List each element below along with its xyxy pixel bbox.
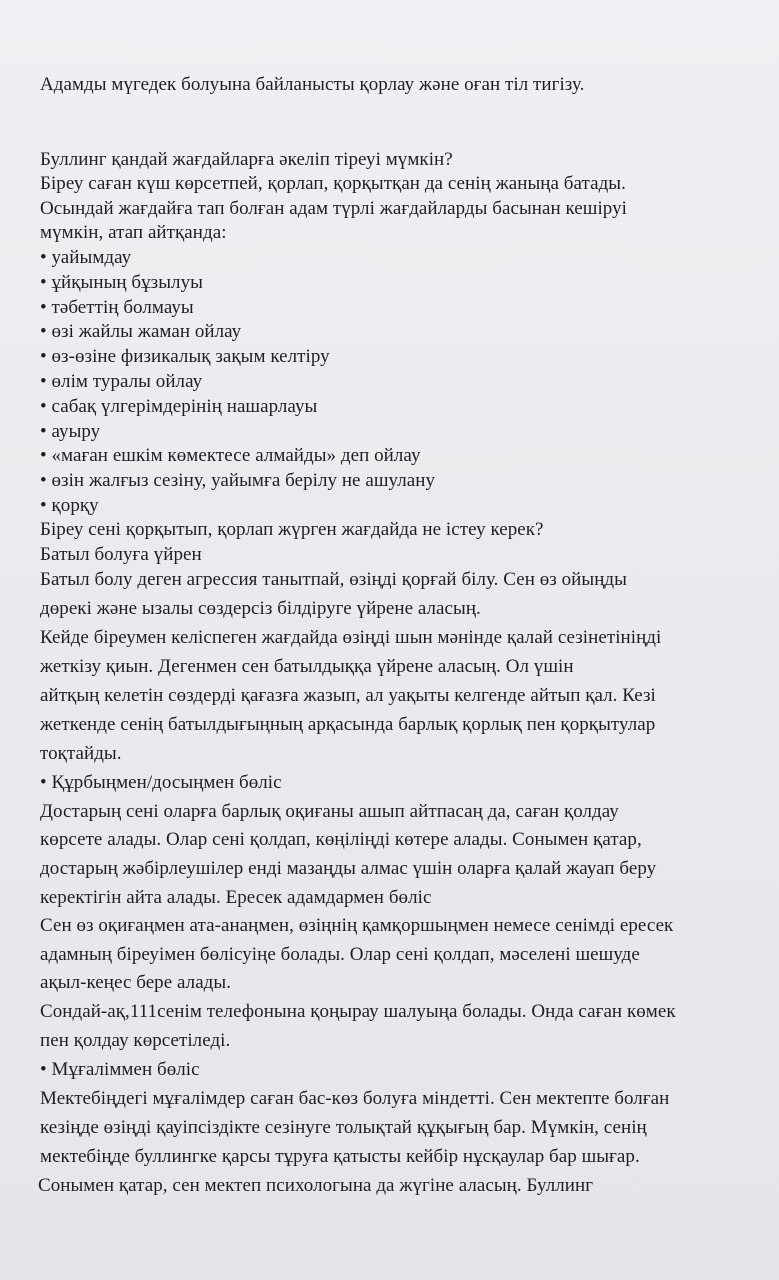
bullet-item: • ұйқының бұзылуы xyxy=(40,272,203,293)
text-line: кезіңде өзіңді қауіпсіздікте сезінуге толықтай құқығың бар. Мүмкін, сенің xyxy=(40,1117,647,1138)
text-line: адамның біреуімен бөлісуіңе болады. Олар сені қолдап, мәселені шешуде xyxy=(40,944,640,965)
text-line: Достарың сені оларға барлық оқиғаны ашып айтпасаң да, саған қолдау xyxy=(40,801,619,822)
text-line: Сонымен қатар, сен мектеп психологына да жүгіне аласың. Буллинг xyxy=(38,1175,594,1196)
text-line: көрсете алады. Олар сені қолдап, көңіліңді көтере алады. Сонымен қатар, xyxy=(40,829,642,850)
text-line: пен қолдау көрсетіледі. xyxy=(40,1030,231,1051)
bullet-item: • өлім туралы ойлау xyxy=(40,371,203,392)
text-line: ақыл-кеңес бере алады. xyxy=(40,972,232,993)
text-line: жеткізу қиын. Дегенмен сен батылдыққа үйрене аласың. Ол үшін xyxy=(40,656,574,677)
text-line: айтқың келетін сөздерді қағазға жазып, ал уақыты келгенде айтып қал. Кезі xyxy=(40,685,656,706)
bullet-item: • уайымдау xyxy=(40,247,132,268)
bullet-item: • тәбеттің болмауы xyxy=(40,297,194,318)
text-line: Осындай жағдайға тап болған адам түрлі жағдайларды басынан кешіруі xyxy=(40,198,627,219)
bullet-item: • «маған ешкім көмектесе алмайды» деп ойлау xyxy=(40,445,421,466)
text-line: Сондай-ақ,111сенім телефонына қоңырау шалуыңа болады. Онда саған көмек xyxy=(40,1001,676,1022)
bullet-item: • сабақ үлгерімдерінің нашарлауы xyxy=(40,396,318,417)
text-line: достарың жәбірлеушілер енді мазаңды алмас үшін оларға қалай жауап беру xyxy=(40,858,657,879)
section-heading: Батыл болуға үйрен xyxy=(40,544,202,565)
text-line: тоқтайды. xyxy=(40,743,122,764)
question-heading: Біреу сені қорқытып, қорлап жүрген жағдайда не істеу керек? xyxy=(40,519,544,540)
bullet-item: • өзі жайлы жаман ойлау xyxy=(40,321,242,342)
bullet-item: • қорқу xyxy=(40,495,99,516)
text-line: Сен өз оқиғаңмен ата-анаңмен, өзіңнің қамқоршыңмен немесе сенімді ересек xyxy=(40,915,674,936)
section-heading: • Мұғаліммен бөліс xyxy=(40,1059,200,1080)
section-heading: • Құрбыңмен/досыңмен бөліс xyxy=(40,772,282,793)
text-line: керектігін айта алады. Ересек адамдармен бөліс xyxy=(40,887,432,908)
text-line: дөрекі және ызалы сөздерсіз білдіруге үйрене аласың. xyxy=(40,598,481,619)
document-title: Адамды мүгедек болуына байланысты қорлау және оған тіл тигізу. xyxy=(40,74,585,95)
text-line: Мектебіңдегі мұғалімдер саған бас-көз болуға міндетті. Сен мектепте болған xyxy=(40,1088,670,1109)
bullet-item: • ауыру xyxy=(40,421,101,442)
text-line: жеткенде сенің батылдығыңның арқасында барлық қорлық пен қорқытулар xyxy=(40,714,656,735)
text-line: Біреу саған күш көрсетпей, қорлап, қорқытқан да сенің жаныңа батады. xyxy=(40,173,626,194)
text-line: Кейде біреумен келіспеген жағдайда өзіңді шын мәнінде қалай сезінетініңді xyxy=(40,627,662,648)
bullet-item: • өзін жалғыз сезіну, уайымға берілу не ашулану xyxy=(40,470,435,491)
text-line: Батыл болу деген агрессия танытпай, өзіңді қорғай білу. Сен өз ойыңды xyxy=(40,569,627,590)
bullet-item: • өз-өзіне физикалық зақым келтіру xyxy=(40,346,330,367)
text-line: мүмкін, атап айтқанда: xyxy=(40,222,227,243)
text-line: мектебіңде буллингке қарсы тұруға қатысты кейбір нұсқаулар бар шығар. xyxy=(40,1146,640,1167)
question-heading: Буллинг қандай жағдайларға әкеліп тіреуі мүмкін? xyxy=(40,149,453,170)
